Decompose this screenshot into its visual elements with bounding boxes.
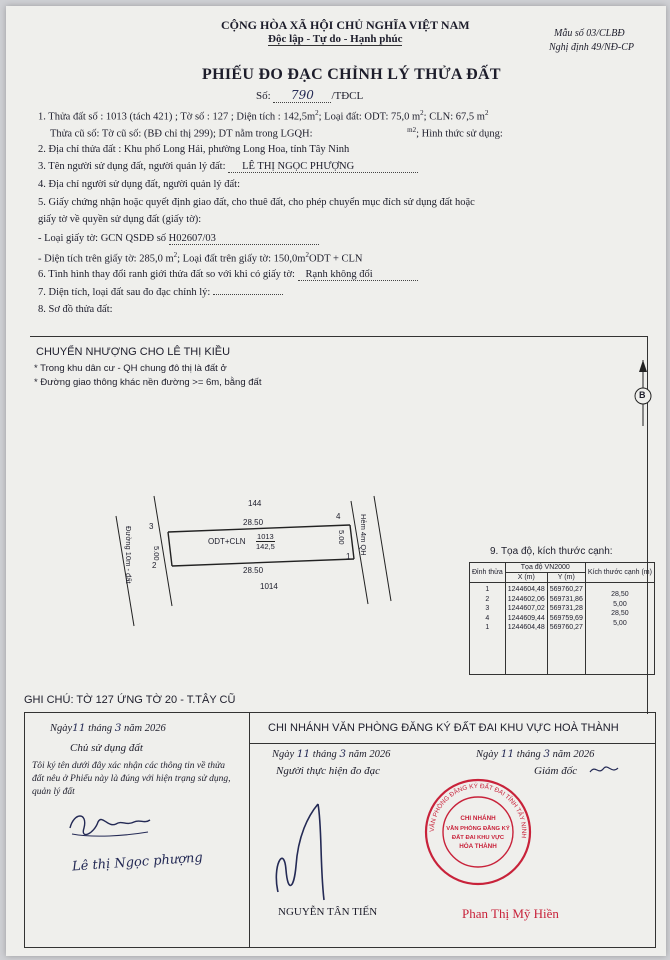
edge-left-length: 5.00	[152, 546, 161, 561]
item-2: 2. Địa chỉ thửa đất : Khu phố Long Hải, phường Long Hoa, tỉnh Tây Ninh	[38, 144, 350, 155]
item-5b: giấy tờ về quyền sử dụng đất (giấy tờ):	[38, 214, 202, 225]
col-point: Đỉnh thửa	[470, 563, 506, 583]
item-1: 1. Thửa đất số : 1013 (tách 421) ; Tờ số : 127 ; Diện tích : $142,5m^2$; Loại đất: ODT: 75,0 $m^2$; CLN: 67,5 $m^2$	[38, 109, 489, 123]
item-6: 6. Tình hình thay đổi ranh giới thửa đất so với khi có giấy tờ: Rạnh không đổi	[38, 269, 418, 281]
point-3: 3	[149, 522, 154, 531]
diagram-note-2: * Đường giao thông khác nền đường >= 6m, bằng đất	[34, 377, 262, 388]
director-date: Ngày 11 tháng 3 năm 2026	[476, 748, 595, 760]
surveyor-signature	[264, 796, 344, 906]
point-1: 1	[346, 552, 351, 561]
nation-title: CỘNG HÒA XÃ HỘI CHỦ NGHĨA VIỆT NAM	[221, 18, 470, 32]
col-y: Y (m)	[547, 573, 585, 583]
director-role: Giám đốc	[534, 765, 578, 777]
owner-role: Chủ sử dụng đất	[70, 742, 143, 754]
document-number: Số: 790 /TĐCL	[256, 88, 364, 102]
svg-text:VĂN PHÒNG ĐĂNG KÝ: VĂN PHÒNG ĐĂNG KÝ	[446, 826, 510, 832]
surveyor-role: Người thực hiện đo đạc	[276, 765, 381, 777]
parcel-type: ODT+CLN	[208, 537, 246, 546]
road-right-label: Hẻm 4m QH	[359, 514, 368, 556]
road-left-label: Đường 10m - đất	[124, 526, 133, 584]
x-cell: 1244604,48 1244602,06 1244607,02 1244609,44 1244604,48	[505, 583, 547, 675]
col-length: Kích thước cạnh (m)	[585, 563, 654, 583]
edge-right-length: 5.00	[337, 530, 346, 545]
length-cell: 28,50 5,00 28,50 5,00	[585, 583, 654, 675]
point-2: 2	[152, 561, 157, 570]
director-name: Phan Thị Mỹ Hiền	[462, 906, 559, 921]
col-vn2000: Tọa độ VN2000	[505, 563, 585, 573]
item-1-old: Thửa cũ số: Tờ cũ số: (BĐ chỉ thị 299); DT nằm trong LGQH: $^{m2}$; Hình thức sử dụng:	[50, 126, 503, 140]
owner-confirm-text: Tôi ký tên dưới đây xác nhận các thông tin về thửa đất nêu ở Phiếu này là đúng với hiện trạng sử dụng, quản lý đất	[32, 761, 231, 797]
edge-bottom-length: 28.50	[243, 566, 264, 575]
diagram-note-1: * Trong khu dân cư - QH chung đô thị là đất ở	[34, 363, 227, 374]
item-5-area: - Diện tích trên giấy tờ: 285,0 $m^2$; Loại đất trên giấy tờ: $150,0m^2ODT$ + CLN	[38, 251, 363, 265]
owner-date: Ngày11 tháng 3 năm 2026	[50, 722, 166, 734]
director-initial-signature	[588, 762, 624, 778]
point-4: 4	[336, 512, 341, 521]
coords-title: 9. Tọa độ, kích thước cạnh:	[490, 546, 613, 557]
parcel-1014: 1014	[260, 582, 278, 591]
north-label: B	[639, 390, 646, 400]
col-x: X (m)	[505, 573, 547, 583]
parcel-sketch	[106, 486, 396, 636]
item-7: 7. Diện tích, loại đất sau đo đạc chỉnh lý:	[38, 287, 283, 298]
item-3: 3. Tên người sử dụng đất, người quản lý đất: LÊ THỊ NGỌC PHƯỢNG	[38, 161, 418, 173]
y-cell: 569760,27 569731,86 569731,28 569759,69 569760,27	[547, 583, 585, 675]
official-stamp	[422, 776, 534, 888]
surveyor-date: Ngày 11 tháng 3 năm 2026	[272, 748, 391, 760]
form-number: Mẫu số 03/CLBĐ	[554, 28, 625, 39]
office-title: CHI NHÁNH VĂN PHÒNG ĐĂNG KÝ ĐẤT ĐAI KHU VỰC HOÀ THÀNH	[268, 722, 619, 734]
svg-text:HÒA THÀNH: HÒA THÀNH	[459, 843, 497, 850]
item-8: 8. Sơ đồ thửa đất:	[38, 304, 113, 315]
points-cell: 1 2 3 4 1	[470, 583, 506, 675]
document-page	[6, 6, 666, 956]
svg-text:CHI NHÁNH: CHI NHÁNH	[460, 815, 496, 822]
owner-signature	[64, 806, 154, 842]
edge-top-length: 28.50	[243, 518, 264, 527]
document-title: PHIẾU ĐO ĐẠC CHỈNH LÝ THỬA ĐẤT	[202, 66, 501, 83]
parcel-number-area: 1013 142,5	[256, 532, 275, 551]
coords-table	[469, 562, 655, 675]
diagram-heading: CHUYỂN NHƯỢNG CHO LÊ THỊ KIỀU	[36, 346, 231, 358]
svg-text:ĐẤT ĐAI KHU VỰC: ĐẤT ĐAI KHU VỰC	[451, 835, 505, 841]
item-5-doc-type: - Loại giấy tờ: GCN QSDĐ số H02607/03	[38, 233, 319, 245]
parcel-144: 144	[248, 499, 262, 508]
svg-text:VĂN PHÒNG ĐĂNG KÝ ĐẤT ĐAI TỈNH: VĂN PHÒNG ĐĂNG KÝ ĐẤT ĐAI TỈNH TÂY NINH	[428, 782, 528, 839]
owner-name-handwritten: Lê thị Ngọc phượng	[71, 850, 204, 875]
item-5a: 5. Giấy chứng nhận hoặc quyết định giao đất, cho thuê đất, cho phép chuyển mục đích sử dụng đất hoặc	[38, 197, 475, 208]
item-4: 4. Địa chỉ người sử dụng đất, người quản lý đất:	[38, 179, 240, 190]
surveyor-name: NGUYỄN TÂN TIẾN	[278, 906, 378, 918]
decree-ref: Nghị định 49/NĐ-CP	[549, 42, 635, 53]
motto: Độc lập - Tự do - Hạnh phúc	[268, 33, 403, 45]
note-line: GHI CHÚ: TỜ 127 ỨNG TỜ 20 - T.TÂY CŨ	[24, 694, 236, 706]
